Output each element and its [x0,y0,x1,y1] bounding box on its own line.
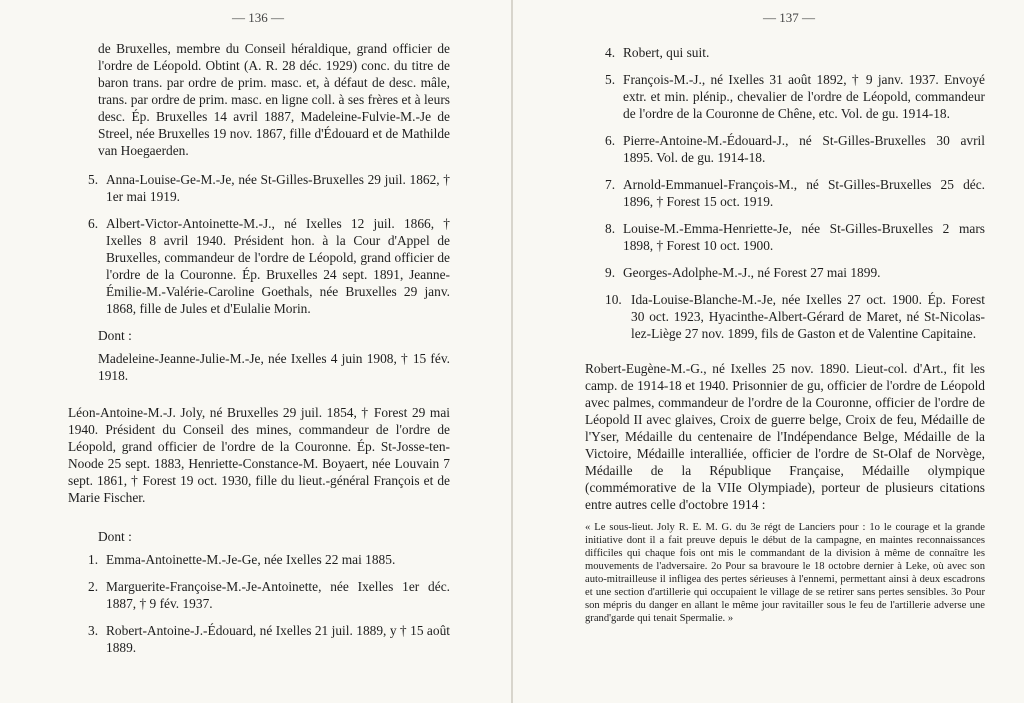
entry-text: Robert-Antoine-J.-Édouard, né Ixelles 21 juil. 1889, y † 15 août 1889. [106,623,450,655]
entry-text: Pierre-Antoine-M.-Édouard-J., né St-Gilles-Bruxelles 30 avril 1895. Vol. de gu. 1914-18. [623,133,985,165]
entry-text: Arnold-Emmanuel-François-M., né St-Gilles-Bruxelles 25 déc. 1896, † Forest 15 oct. 1919. [623,177,985,209]
entry-number: 6. [605,133,616,148]
entry [88,578,450,612]
entry-number: 7. [605,177,616,192]
entry-text: Louise-M.-Emma-Henriette-Je, née St-Gilles-Bruxelles 2 mars 1898, † Forest 10 oct. 1900. [623,221,985,253]
entry-text: Anna-Louise-Ge-M.-Je, née St-Gilles-Bruxelles 29 juil. 1862, † 1er mai 1919. [106,172,450,204]
entry-number: 5. [605,72,616,87]
entry [88,215,450,317]
entry [88,171,450,205]
entry [605,264,985,281]
family-head-paragraph: Robert-Eugène-M.-G., né Ixelles 25 nov. 1890. Lieut-col. d'Art., fit les camp. de 1914-18 et 1940. Prisonnier de gu, officier de l'ordre de Léopold avec palmes, commandeur de l'ordre de la Couronne, officier de l'ordre de Léopold II avec glaives, Croix de guerre belge, Croix de feu, Médaille de l'Yser, Médaille du centenaire de l'Indépendance Belge, Médaille de la Victoire, Médaille interalliée, officier de l'ordre de St-Olaf de Norvège, Médaille de la République Française, Médaille olympique (commémorative de la VIIe Olympiade), porteur de plusieurs citations entre autres celle d'octobre 1914 : [585,361,985,512]
entry-number: 9. [605,265,616,280]
continuation-paragraph: de Bruxelles, membre du Conseil héraldique, grand officier de l'ordre de Léopold. Obtint (A. R. 28 déc. 1929) conc. du titre de baron trans. par ordre de prim. masc. et, à défaut de desc. mâle, trans. par ordre de prim. masc. en ligne coll. à ses frères et à leurs desc. Ép. Bruxelles 14 avril 1887, Madeleine-Fulvie-M.-Je de Streel, née Bruxelles 19 nov. 1867, fille d'Édouard et de Mathilde van Hoegaerden. [98,41,450,158]
entry-text: Marguerite-Françoise-M.-Je-Antoinette, née Ixelles 1er déc. 1887, † 9 fév. 1937. [106,579,450,611]
entry-text: Emma-Antoinette-M.-Je-Ge, née Ixelles 22 mai 1885. [106,552,396,567]
entry [605,71,985,122]
entry-text: Ida-Louise-Blanche-M.-Je, née Ixelles 27 oct. 1900. Ép. Forest 30 oct. 1923, Hyacinthe-Albert-Gérard de Maret, né St-Nicolas-lez-Liège 27 nov. 1899, fils de Gaston et de Valentine Capitaine. [631,292,985,341]
right-page [513,0,1024,703]
entry [605,220,985,254]
left-text [68,40,450,666]
entry [88,551,450,568]
right-text [585,44,985,636]
page-number: — 137 — [763,10,815,25]
entry-number: 8. [605,221,616,236]
entry-number: 1. [88,552,99,567]
left-page [0,0,511,703]
dont-label: Dont : [98,328,132,343]
entry [605,291,985,342]
entry [605,176,985,210]
entry-text: François-M.-J., né Ixelles 31 août 1892, † 9 janv. 1937. Envoyé extr. et min. plénip., chevalier de l'ordre de Léopold, commandeur de l'ordre de la Couronne de Chêne, etc. Vol. de gu. 1914-18. [623,72,985,121]
page-number: — 136 — [232,10,284,25]
entry [605,44,985,61]
entry-text: Robert, qui suit. [623,45,710,60]
dont-label: Dont : [98,529,132,544]
citation-quote: « Le sous-lieut. Joly R. E. M. G. du 3e régt de Lanciers pour : 1o le courage et la grande initiative dont il a fait preuve depuis le début de la campagne, en maintes reconnaissances difficiles qui chaque fois ont mis le commandant de la division à même de connaître les mouvements de l'adversaire. 2o Pour sa bravoure le 18 octobre dernier à Leke, où avec son auto-mitrailleuse il infligea des pertes sérieuses à l'ennemi, permettant ainsi à deux escadrons et une section d'artillerie qui occupaient le village de se retirer sans pertes sensibles. 3o Pour son mépris du danger en allant le même jour ravitailler sous le feu de l'artillerie adverse une grand'garde qui tenait Spermalie. » [585,522,985,624]
entry-number: 2. [88,579,99,594]
entry [88,622,450,656]
entry-text: Albert-Victor-Antoinette-M.-J., né Ixelles 12 juil. 1866, † Ixelles 8 avril 1940. Président hon. à la Cour d'Appel de Bruxelles, commandeur de l'ordre de Léopold, grand officier de l'ordre de la Couronne. Ép. Bruxelles 24 sept. 1891, Jeanne-Émilie-M.-Valérie-Caroline Goethals, née Bruxelles 29 janv. 1868, fille de Jules et d'Eulalie Morin. [106,216,450,316]
entry-text: Georges-Adolphe-M.-J., né Forest 27 mai 1899. [623,265,881,280]
entry-number: 10. [605,292,622,307]
entry [605,132,985,166]
family-head-paragraph: Léon-Antoine-M.-J. Joly, né Bruxelles 29 juil. 1854, † Forest 29 mai 1940. Président du Conseil des mines, commandeur de l'ordre de Léopold, grand officier de l'ordre de la Couronne. Ép. St-Josse-ten-Noode 25 sept. 1883, Henriette-Constance-M. Boyaert, née Louvain 7 sept. 1861, † Forest 19 oct. 1930, fille du lieut.-général François et de Marie Fischer. [68,405,450,505]
entry-number: 3. [88,623,99,638]
entry-number: 4. [605,45,616,60]
entry-number: 5. [88,172,99,187]
entry-number: 6. [88,216,99,231]
descendant-entry: Madeleine-Jeanne-Julie-M.-Je, née Ixelles 4 juin 1908, † 15 fév. 1918. [98,351,450,383]
